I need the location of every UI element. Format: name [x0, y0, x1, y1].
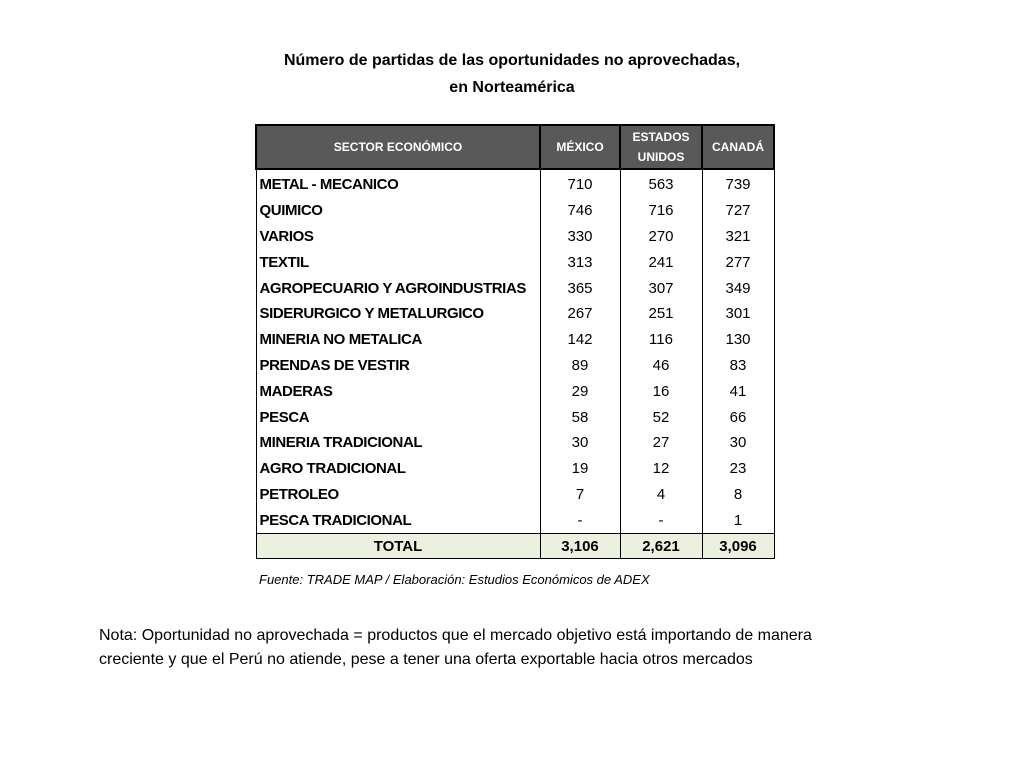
mexico-cell: 29	[540, 378, 620, 404]
opportunities-table	[255, 124, 775, 559]
table-row	[256, 249, 774, 275]
estados-unidos-cell: 307	[620, 275, 702, 301]
estados-unidos-cell: 241	[620, 249, 702, 275]
table-row	[256, 404, 774, 430]
sector-cell: VARIOS	[256, 224, 540, 250]
sector-cell: PESCA TRADICIONAL	[256, 507, 540, 533]
canada-cell: 41	[702, 378, 774, 404]
header-canada: CANADÁ	[702, 125, 774, 169]
mexico-cell: 89	[540, 353, 620, 379]
canada-cell: 130	[702, 327, 774, 353]
estados-unidos-cell: 251	[620, 301, 702, 327]
document-title	[0, 47, 1024, 101]
estados-unidos-cell: 116	[620, 327, 702, 353]
estados-unidos-cell: 563	[620, 169, 702, 198]
estados-unidos-cell: 12	[620, 456, 702, 482]
mexico-cell: 7	[540, 482, 620, 508]
header-mexico: MÉXICO	[540, 125, 620, 169]
sector-cell: TEXTIL	[256, 249, 540, 275]
estados-unidos-cell: 4	[620, 482, 702, 508]
mexico-cell: -	[540, 507, 620, 533]
sector-cell: MINERIA TRADICIONAL	[256, 430, 540, 456]
sector-cell: METAL - MECANICO	[256, 169, 540, 198]
table-row	[256, 430, 774, 456]
canada-cell: 23	[702, 456, 774, 482]
canada-cell: 8	[702, 482, 774, 508]
canada-cell: 1	[702, 507, 774, 533]
mexico-cell: 313	[540, 249, 620, 275]
estados-unidos-cell: 716	[620, 198, 702, 224]
header-sector: SECTOR ECONÓMICO	[256, 125, 540, 169]
mexico-cell: 330	[540, 224, 620, 250]
source-caption: Fuente: TRADE MAP / Elaboración: Estudios Económicos de ADEX	[259, 572, 650, 587]
estados-unidos-cell: 27	[620, 430, 702, 456]
sector-cell: SIDERURGICO Y METALURGICO	[256, 301, 540, 327]
sector-cell: AGROPECUARIO Y AGROINDUSTRIAS	[256, 275, 540, 301]
total-estados-unidos: 2,621	[620, 534, 702, 559]
table-body	[256, 169, 774, 534]
canada-cell: 739	[702, 169, 774, 198]
table-row	[256, 456, 774, 482]
table-row	[256, 507, 774, 533]
title-line-1: Número de partidas de las oportunidades no aprovechadas,	[283, 52, 741, 69]
title-line-2: en Norteamérica	[449, 79, 575, 96]
sector-cell: MINERIA NO METALICA	[256, 327, 540, 353]
canada-cell: 727	[702, 198, 774, 224]
table-row	[256, 482, 774, 508]
header-estados-unidos: ESTADOS UNIDOS	[620, 125, 702, 169]
canada-cell: 301	[702, 301, 774, 327]
estados-unidos-cell: 16	[620, 378, 702, 404]
sector-cell: QUIMICO	[256, 198, 540, 224]
table-row	[256, 353, 774, 379]
mexico-cell: 30	[540, 430, 620, 456]
total-mexico: 3,106	[540, 534, 620, 559]
mexico-cell: 58	[540, 404, 620, 430]
canada-cell: 321	[702, 224, 774, 250]
estados-unidos-cell: 46	[620, 353, 702, 379]
canada-cell: 30	[702, 430, 774, 456]
table-row	[256, 378, 774, 404]
total-label: TOTAL	[256, 534, 540, 559]
mexico-cell: 142	[540, 327, 620, 353]
mexico-cell: 746	[540, 198, 620, 224]
canada-cell: 66	[702, 404, 774, 430]
table-row	[256, 224, 774, 250]
mexico-cell: 267	[540, 301, 620, 327]
mexico-cell: 365	[540, 275, 620, 301]
table-row	[256, 327, 774, 353]
table-total-row	[256, 534, 774, 559]
table-header-row	[256, 125, 774, 169]
sector-cell: MADERAS	[256, 378, 540, 404]
estados-unidos-cell: -	[620, 507, 702, 533]
table-row	[256, 198, 774, 224]
mexico-cell: 19	[540, 456, 620, 482]
estados-unidos-cell: 270	[620, 224, 702, 250]
table-row	[256, 301, 774, 327]
canada-cell: 277	[702, 249, 774, 275]
table-row	[256, 275, 774, 301]
estados-unidos-cell: 52	[620, 404, 702, 430]
sector-cell: PETROLEO	[256, 482, 540, 508]
note-text: Nota: Oportunidad no aprovechada = productos que el mercado objetivo está importando de manera creciente y que el Perú no atiende, pese a tener una oferta exportable hacia otros mercados	[99, 627, 812, 668]
canada-cell: 349	[702, 275, 774, 301]
sector-cell: PESCA	[256, 404, 540, 430]
canada-cell: 83	[702, 353, 774, 379]
table-row	[256, 169, 774, 198]
sector-cell: PRENDAS DE VESTIR	[256, 353, 540, 379]
sector-cell: AGRO TRADICIONAL	[256, 456, 540, 482]
total-canada: 3,096	[702, 534, 774, 559]
mexico-cell: 710	[540, 169, 620, 198]
